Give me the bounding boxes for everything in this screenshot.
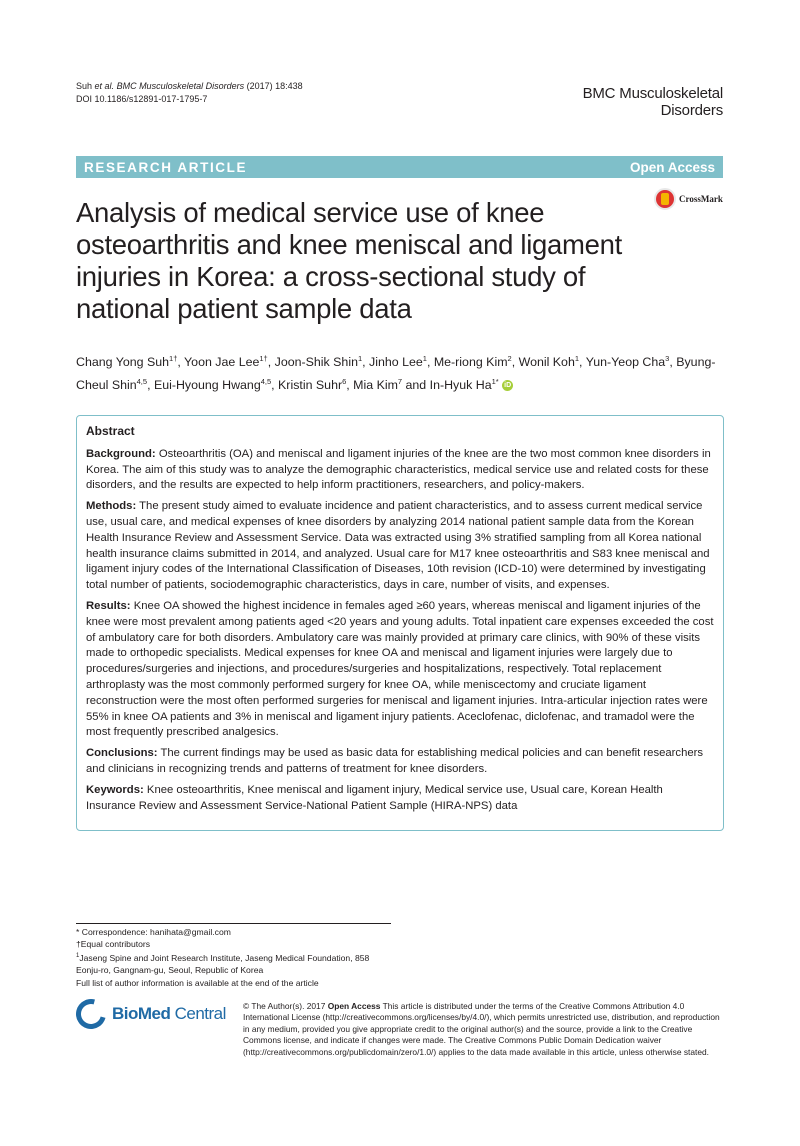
publisher-logo[interactable]: BioMed Central: [76, 999, 226, 1029]
author-name: Joon-Shik Shin$^1$: [274, 354, 363, 370]
author-name: Mia Kim$^7$: [353, 377, 403, 393]
abstract-methods: Methods: The present study aimed to evaluate incidence and patient characteristics, and to assess current medical service use, usual care, and medical expenses of knee disorders by analyzing 2014 national patient sample data from the Korean Health Insurance Review and Assessment Service. Data was extracted using 3% stratified sampling from all Korea national health insurance claims submitted in 2014, and analyzed. Usual care for M17 knee osteoarthritis and S83 knee meniscal and ligament injury codes of the International Classification of Diseases, 10th revision (ICD-10) were determined by investigating total number of patients, sociodemographic characteristics, days in care, number of visits, and expenses.: [86, 500, 710, 592]
author-name: Me-riong Kim$^2$: [433, 354, 512, 370]
license-statement: © The Author(s). 2017 Open Access This article is distributed under the terms of the Creative Commons Attribution 4.0 International License (http://creativecommons.org/licenses/by/4.0/), which permits unrestricted use, distribution, and reproduction in any medium, provided you give appropriate credit to the original author(s) and the source, provide a link to the Creative Commons license, and indicate if changes were made. The Creative Commons Public Domain Dedication waiver (http://creativecommons.org/publicdomain/zero/1.0/) applies to the data made available in this article, unless otherwise stated.: [243, 1001, 720, 1057]
author-name: Wonil Koh$^1$: [518, 354, 580, 370]
abstract-conclusions: Conclusions: The current findings may be used as basic data for establishing medical policies and can benefit researchers and clinicians in recognizing trends and patterns of treatment for knee disorders.: [86, 747, 704, 775]
author-name: Chang Yong Suh$^{1\dagger}$: [76, 354, 178, 370]
author-name: Kristin Suhr$^6$: [278, 377, 347, 393]
footnote-divider: [76, 923, 391, 924]
author-name: In-Hyuk $Ha^{1*}$: [429, 377, 499, 393]
abstract-background: Background: Osteoarthritis (OA) and meniscal and ligament injuries of the knee are the two most common knee disorders in Korea. The aim of this study was to analyze the demographic characteristics, medical service use and related costs for these disorders, and the results are expected to help inform practitioners, researchers, and policy-makers.: [86, 447, 711, 492]
abstract-heading: Abstract: [86, 424, 135, 438]
article-type: RESEARCH ARTICLE: [84, 159, 248, 175]
biomed-central-logo-icon: [71, 994, 112, 1035]
abstract-results: Results: Knee OA showed the highest incidence in females aged ≥60 years, whereas meniscal and ligament injuries of the knee were most prevalent among patients aged <20 years and young adults. Total inpatient care expenses exceeded the cost of ambulatory care for both disorders. Ambulatory care was mainly provided at primary care clinics, with 90% of these visits made to orthopedic specialists. Medical expenses for knee OA and meniscal and ligament injuries were largely due to procedures/surgeries and injections, and procedures/surgeries and hospitalizations, respectively. Total replacement arthroplasty was the most commonly performed surgery for knee OA, while meniscectomy and cruciate ligament reconstruction were the most often performed surgeries for meniscal and ligament injuries. Intra-articular injection rates were 55% in knee OA patients and 3% in meniscal and ligament injury patients. Aceclofenac, diclofenac, and tramadol were the most frequently prescribed analgesics.: [86, 599, 714, 739]
author-name: Eui-Hyoung Hwang$^{4,5}$: [153, 377, 272, 393]
journal-citation: Suh et al. BMC Musculoskeletal Disorders (2017) 18:438 DOI 10.1186/s12891-017-1795-7: [76, 81, 303, 104]
open-access-label: Open Access: [629, 159, 715, 175]
doi: DOI 10.1186/s12891-017-1795-7: [76, 94, 208, 104]
author-name: Byung-Cheul Shin$^{4,5}$: [76, 355, 716, 393]
crossmark-badge[interactable]: CrossMark: [654, 188, 723, 210]
abstract-box: [76, 415, 724, 831]
author-name: Jinho Lee$^1$: [369, 354, 427, 370]
author-name: Yoon Jae Lee$^{1\dagger}$: [184, 354, 268, 370]
correspondence[interactable]: * Correspondence: hanihata@gmail.com: [76, 927, 231, 937]
article-banner: [76, 156, 723, 178]
orcid-icon[interactable]: iD: [504, 382, 512, 390]
abstract-keywords: Keywords: Knee osteoarthritis, Knee meniscal and ligament injury, Medical service use, Usual care, Korean Health Insurance Review and Assessment Service-National Patient Sample (HIRA-NPS) data: [86, 783, 663, 812]
footnotes: * Correspondence: hanihata@gmail.com †Equal contributors $^1$Jaseng Spine and Joint Research Institute, Jaseng Medical Foundation, 858 Eonju-ro, Gangnam-gu, Seoul, Republic of Korea Full list of author information is available at the end of the article: [76, 927, 370, 988]
author-name: Yun-Yeop Cha$^3$: [585, 354, 670, 370]
author-list: Chang Yong Suh$^{1\dagger}$, Yoon Jae Lee$^{1\dagger}$, Joon-Shik Shin$^1$, Jinho Lee$^1$, Me-riong Kim$^2$, Wonil Koh$^1$, Yun-Yeop Cha$^3$, Byung-Cheul Shin$^{4,5}$, Eui-Hyoung Hwang$^{4,5}$, Kristin Suhr$^6$, Mia Kim$^7$ and In-Hyuk $Ha^{1*}$ iD: [76, 354, 716, 393]
journal-name: BMC Musculoskeletal Disorders: [582, 85, 723, 119]
article-title: Analysis of medical service use of knee osteoarthritis and knee meniscal and ligament injuries in Korea: a cross-sectional study of national patient sample data: [76, 197, 622, 324]
